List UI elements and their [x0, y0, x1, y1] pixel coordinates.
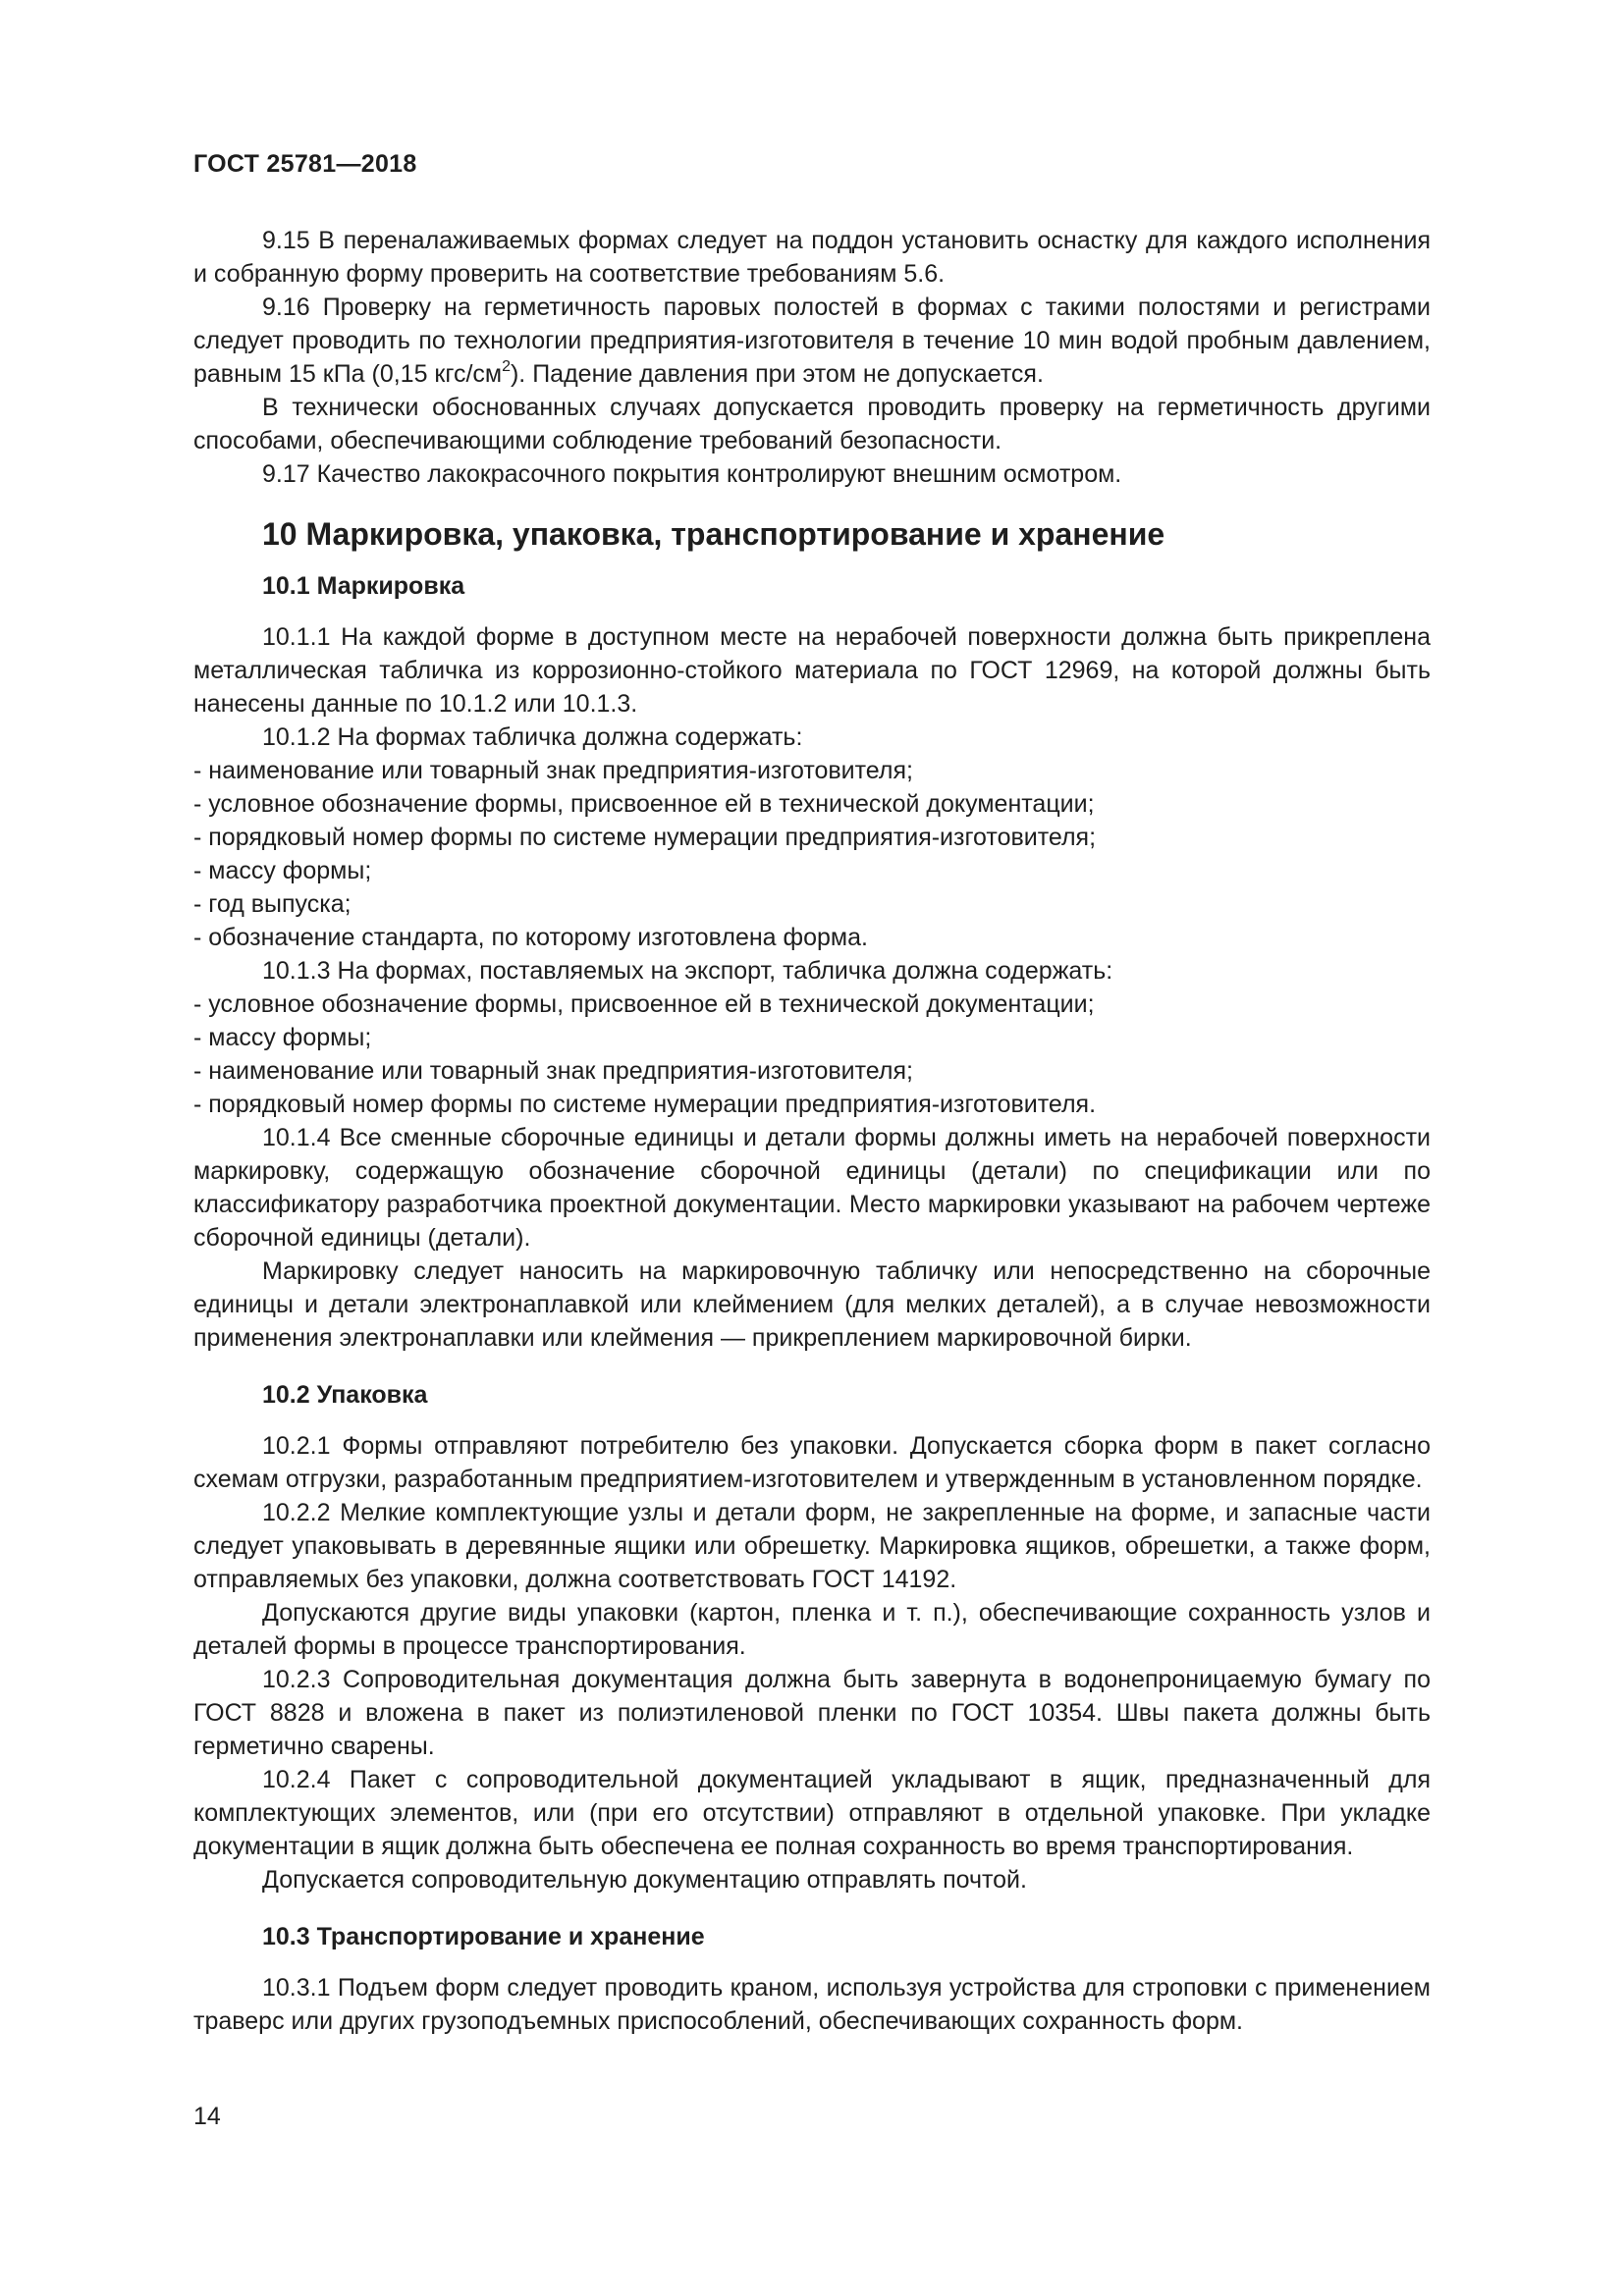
clause-9-15: 9.15 В переналаживаемых формах следует на поддон установить оснастку для каждого исполнения и собранную форму проверить на соответствие требованиям 5.6. [193, 227, 1431, 288]
clause-10-2-4: 10.2.4 Пакет с сопроводительной документацией укладывают в ящик, предназначенный для комплектующих элементов, или (при его отсутствии) отправляют в отдельной упаковке. При укладке документации в ящик должна быть обеспечена ее полная сохранность во время транспортирования. [193, 1766, 1431, 1860]
list-item: - порядковый номер формы по системе нумерации предприятия-изготовителя. [193, 1091, 1097, 1118]
list-item: - обозначение стандарта, по которому изготовлена форма. [193, 924, 868, 951]
clause-10-1-2: 10.1.2 На формах табличка должна содержать: [262, 723, 803, 751]
subsection-10-3-title: 10.3 Транспортирование и хранение [262, 1923, 705, 1950]
page-content [193, 224, 1431, 2038]
list-item: - наименование или товарный знак предприятия-изготовителя; [193, 757, 913, 784]
superscript-2: 2 [502, 357, 511, 375]
clause-10-2-2: 10.2.2 Мелкие комплектующие узлы и детали форм, не закрепленные на форме, и запасные части следует упаковывать в деревянные ящики или обрешетку. Маркировка ящиков, обрешетки, а также форм, отправляемых без упаковки, должна соответствовать ГОСТ 14192. [193, 1499, 1431, 1593]
clause-10-1-1: 10.1.1 На каждой форме в доступном месте на нерабочей поверхности должна быть прикреплена металлическая табличка из коррозионно-стойкого материала по ГОСТ 12969, на которой должны быть нанесены данные по 10.1.2 или 10.1.3. [193, 623, 1431, 718]
page-number: 14 [193, 2103, 221, 2130]
clause-10-1-3: 10.1.3 На формах, поставляемых на экспорт, табличка должна содержать: [262, 957, 1113, 985]
clause-9-16-text: 9.16 Проверку на герметичность паровых полостей в формах с такими полостями и регистрами следует проводить по технологии предприятия-изготовителя в течение 10 мин водой пробным давлением, равным 15 кПа (0,15 кгс/см [193, 294, 1431, 388]
clause-9-16 [193, 291, 1431, 391]
list-item: - массу формы; [193, 1024, 372, 1051]
list-item: - год выпуска; [193, 890, 352, 918]
list-item: - условное обозначение формы, присвоенное ей в технической документации; [193, 790, 1095, 818]
clause-10-2-2-note: Допускаются другие виды упаковки (картон, пленка и т. п.), обеспечивающие сохранность узлов и деталей формы в процессе транспортирования. [193, 1599, 1431, 1660]
clause-9-17: 9.17 Качество лакокрасочного покрытия контролируют внешним осмотром. [262, 460, 1122, 488]
clause-10-1-4-note: Маркировку следует наносить на маркировочную табличку или непосредственно на сборочные единицы и детали электронаплавкой или клеймением (для мелких деталей), а в случае невозможности применения электронаплавки или клеймения — прикреплением маркировочной бирки. [193, 1257, 1431, 1352]
section-10-title: 10 Маркировка, упаковка, транспортирование и хранение [262, 516, 1165, 552]
clause-9-16-tail: ). Падение давления при этом не допускается. [510, 360, 1044, 388]
list-item: - порядковый номер формы по системе нумерации предприятия-изготовителя; [193, 824, 1097, 851]
clause-9-16-note: В технически обоснованных случаях допускается проводить проверку на герметичность другими способами, обеспечивающими соблюдение требований безопасности. [193, 394, 1431, 454]
subsection-10-1-title: 10.1 Маркировка [262, 572, 465, 600]
subsection-10-2-title: 10.2 Упаковка [262, 1381, 428, 1409]
list-item: - массу формы; [193, 857, 372, 884]
list-item: - условное обозначение формы, присвоенное ей в технической документации; [193, 990, 1095, 1018]
list-item: - наименование или товарный знак предприятия-изготовителя; [193, 1057, 913, 1085]
clause-10-3-1: 10.3.1 Подъем форм следует проводить краном, используя устройства для строповки с применением траверс или других грузоподъемных приспособлений, обеспечивающих сохранность форм. [193, 1974, 1431, 2035]
clause-10-1-4: 10.1.4 Все сменные сборочные единицы и детали формы должны иметь на нерабочей поверхности маркировку, содержащую обозначение сборочной единицы (детали) по спецификации или по классификатору разработчика проектной документации. Место маркировки указывают на рабочем чертеже сборочной единицы (детали). [193, 1124, 1431, 1252]
clause-10-2-4-note: Допускается сопроводительную документацию отправлять почтой. [262, 1866, 1027, 1894]
standard-header: ГОСТ 25781—2018 [193, 150, 417, 178]
clause-10-2-3: 10.2.3 Сопроводительная документация должна быть завернута в водонепроницаемую бумагу по ГОСТ 8828 и вложена в пакет из полиэтиленовой пленки по ГОСТ 10354. Швы пакета должны быть герметично сварены. [193, 1666, 1431, 1760]
clause-10-2-1: 10.2.1 Формы отправляют потребителю без упаковки. Допускается сборка форм в пакет согласно схемам отгрузки, разработанным предприятием-изготовителем и утвержденным в установленном порядке. [193, 1432, 1431, 1493]
